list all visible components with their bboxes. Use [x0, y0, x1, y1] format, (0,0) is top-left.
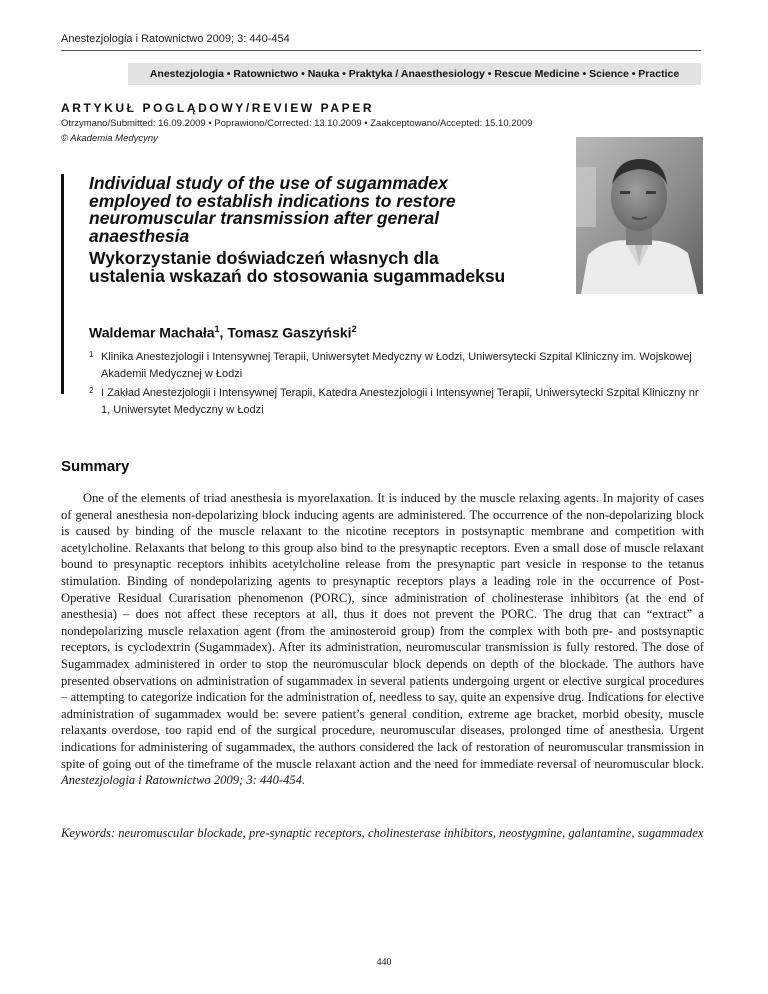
author-affiliation-mark: 2 — [351, 324, 357, 334]
affiliation-text: I Zakład Anestezjologii i Intensywnej Terapii, Katedra Anestezjologii i Intensywnej Terapii, Uniwersytecki Szpital Kliniczny nr 1, Uniwersytet Medyczny w Łodzi — [101, 387, 699, 416]
author-name: Waldemar Machała — [89, 324, 215, 341]
running-head: Anestezjologia i Ratownictwo 2009; 3: 440-454 — [61, 33, 290, 45]
title-english: Individual study of the use of sugammadex employed to establish indications to restore neuromuscular transmission after general anaesthesia — [89, 173, 456, 246]
title-polish: Wykorzystanie doświadczeń własnych dla ustalenia wskazań do stosowania sugammadeksu — [89, 248, 506, 286]
author-name: Tomasz Gaszyński — [227, 324, 352, 341]
journal-banner: Anestezjologia • Ratownictwo • Nauka • Praktyka / Anaesthesiology • Rescue Medicine • Science • Practice — [128, 63, 701, 85]
summary-text: One of the elements of triad anesthesia is myorelaxation. It is induced by the muscle relaxing agents. In majority of cases of general anesthesia non-depolarizing block inducing agents are administered. The occurrence of the non-depolarizing block is caused by binding of the muscle relaxant to the nicotine receptors in postsynaptic membrane and competition with acetylcholine. Relaxants that belong to this group also bind to the presynaptic receptors. Even a small dose of muscle relaxant bound to presynaptic receptors inhibits acetylcholine release from the presynaptic part vesicle in response to the tetanus stimulation. Binding of nondepolarizing agents to presynaptic receptors plays a leading role in the occurrence of Post-Operative Residual Curarisation phenomenon (PORC), since administration of cholinesterase inhibitors (at the end of anesthesia) – does not affect these receptors at all, thus it does not prevent the PORC. The drug that can “extract” a nondepolarizing muscle relaxation agent (from the aminosteroid group) from the complex with both pre- and postsynaptic receptors, is cyclodextrin (Sugammadex). After its administration, neuromuscular transmission is fully restored. The dose of Sugammadex administered in order to stop the neuromuscular block depends on depth of the blockade. The authors have presented observations on administration of sugammadex in several patients undergoing urgent or elective surgical procedures – attempting to categorize indication for the administration of, needless to say, quite an expensive drug. Indications for elective administration of sugammadex would be: severe patient’s general condition, extreme age bracket, morbid obesity, muscle relaxants overdose, too rapid end of the surgical procedure, neuromuscular diseases, prolonged time of anesthesia. Urgent indications for administering of sugammadex, the authors considered the lack of restoration of neuromuscular transmission in spite of going out of the timeframe of the muscle relaxant action and the need for immediate reversal of neuromuscular block. — [61, 491, 704, 771]
article-type: ARTYKUŁ POGLĄDOWY/REVIEW PAPER — [61, 101, 375, 115]
submission-dates: Otrzymano/Submitted: 16.09.2009 • Poprawiono/Corrected: 13.10.2009 • Zaakceptowano/Accepted: 15.10.2009 — [61, 118, 533, 129]
author-photo — [576, 137, 703, 294]
header-divider — [61, 50, 701, 51]
title-side-bar — [61, 174, 64, 394]
affiliation-number: 2 — [89, 386, 94, 395]
author-separator: , — [219, 324, 228, 341]
copyright-line: © Akademia Medycyny — [61, 133, 158, 144]
affiliation-text: Klinika Anestezjologii i Intensywnej Terapii, Uniwersytet Medyczny w Łodzi, Uniwersytecki Szpital Kliniczny im. Wojskowej Akademii Medycznej w Łodzi — [101, 351, 692, 380]
summary-citation: Anestezjologia i Ratownictwo 2009; 3: 440-454. — [61, 773, 306, 788]
affiliation — [89, 349, 704, 383]
page-number: 440 — [376, 957, 392, 968]
author-affiliation-mark: 1 — [214, 324, 220, 334]
affiliation — [89, 385, 704, 419]
summary-paragraph — [61, 490, 704, 789]
affiliation-number: 1 — [89, 350, 94, 359]
keywords: Keywords: neuromuscular blockade, pre-synaptic receptors, cholinesterase inhibitors, neostygmine, galantamine, sugammadex — [61, 826, 704, 840]
author-line — [89, 324, 357, 341]
summary-heading: Summary — [61, 458, 130, 475]
